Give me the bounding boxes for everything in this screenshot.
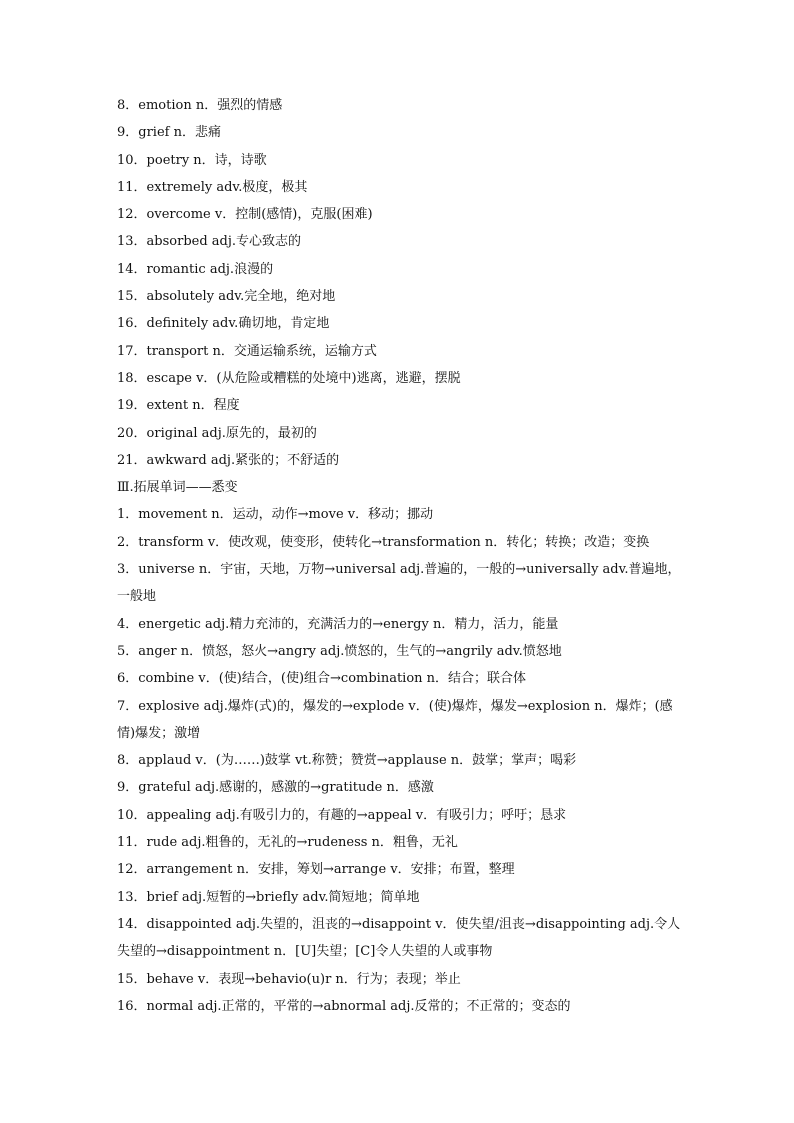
word-family-item: 13．brief adj.短暂的→briefly adv.简短地；简单地 xyxy=(117,889,420,905)
vocab-list-continued xyxy=(117,92,682,474)
vocab-item: 14．romantic adj.浪漫的 xyxy=(117,261,274,277)
vocab-item: 17．transport n．交通运输系统，运输方式 xyxy=(117,343,377,359)
word-family-item: 11．rude adj.粗鲁的，无礼的→rudeness n．粗鲁，无礼 xyxy=(117,835,458,851)
word-family-item: 7．explosive adj.爆炸(式)的，爆发的→explode v．(使)爆炸，爆发→explosion n．爆炸；(感情)爆发；激增 xyxy=(117,698,673,741)
word-family-item: 4．energetic adj.精力充沛的，充满活力的→energy n．精力，活力，能量 xyxy=(117,616,559,632)
word-family-item: 12．arrangement n．安排，筹划→arrange v．安排；布置，整理 xyxy=(117,862,515,878)
vocab-item: 16．definitely adv.确切地，肯定地 xyxy=(117,316,330,332)
word-family-item: 6．combine v．(使)结合，(使)组合→combination n．结合；联合体 xyxy=(117,671,527,687)
vocab-item: 20．original adj.原先的，最初的 xyxy=(117,425,317,441)
word-family-list xyxy=(117,501,682,1020)
word-family-item: 15．behave v．表现→behavio(u)r n．行为；表现；举止 xyxy=(117,971,461,987)
word-family-item: 3．universe n．宇宙，天地，万物→universal adj.普遍的，一般的→universally adv.普遍地，一般地 xyxy=(117,562,681,605)
word-family-item: 1．movement n．运动，动作→move v．移动；挪动 xyxy=(117,507,434,523)
word-family-item: 5．anger n．愤怒，怒火→angry adj.愤怒的，生气的→angrily adv.愤怒地 xyxy=(117,643,562,659)
vocabulary-page xyxy=(117,92,682,1020)
word-family-item: 10．appealing adj.有吸引力的，有趣的→appeal v．有吸引力；呼吁；恳求 xyxy=(117,807,567,823)
vocab-item: 10．poetry n．诗，诗歌 xyxy=(117,152,267,168)
vocab-item: 8．emotion n．强烈的情感 xyxy=(117,98,283,113)
word-family-item: 14．disappointed adj.失望的，沮丧的→disappoint v．使失望/沮丧→disappointing adj.令人失望的→disappointment n．[U]失望；[C]令人失望的人或事物 xyxy=(117,916,681,960)
vocab-item: 21．awkward adj.紧张的；不舒适的 xyxy=(117,452,340,468)
vocab-item: 19．extent n．程度 xyxy=(117,398,240,414)
word-family-item: 16．normal adj.正常的，平常的→abnormal adj.反常的；不正常的；变态的 xyxy=(117,998,571,1014)
vocab-item: 13．absorbed adj.专心致志的 xyxy=(117,234,302,250)
word-family-item: 8．applaud v．(为……)鼓掌 vt.称赞；赞赏→applause n．鼓掌；掌声；喝彩 xyxy=(117,753,577,769)
word-family-item: 2．transform v．使改观，使变形，使转化→transformation n．转化；转换；改造；变换 xyxy=(117,534,650,550)
vocab-item: 15．absolutely adv.完全地，绝对地 xyxy=(117,289,336,305)
vocab-item: 12．overcome v．控制(感情)，克服(困难) xyxy=(117,207,373,223)
vocab-item: 11．extremely adv.极度，极其 xyxy=(117,179,308,195)
word-family-item: 9．grateful adj.感谢的，感激的→gratitude n．感激 xyxy=(117,780,434,796)
section-heading: Ⅲ.拓展单词——悉变 xyxy=(117,480,238,496)
vocab-item: 18．escape v．(从危险或糟糕的处境中)逃离，逃避，摆脱 xyxy=(117,370,461,386)
vocab-item: 9．grief n．悲痛 xyxy=(117,125,221,141)
